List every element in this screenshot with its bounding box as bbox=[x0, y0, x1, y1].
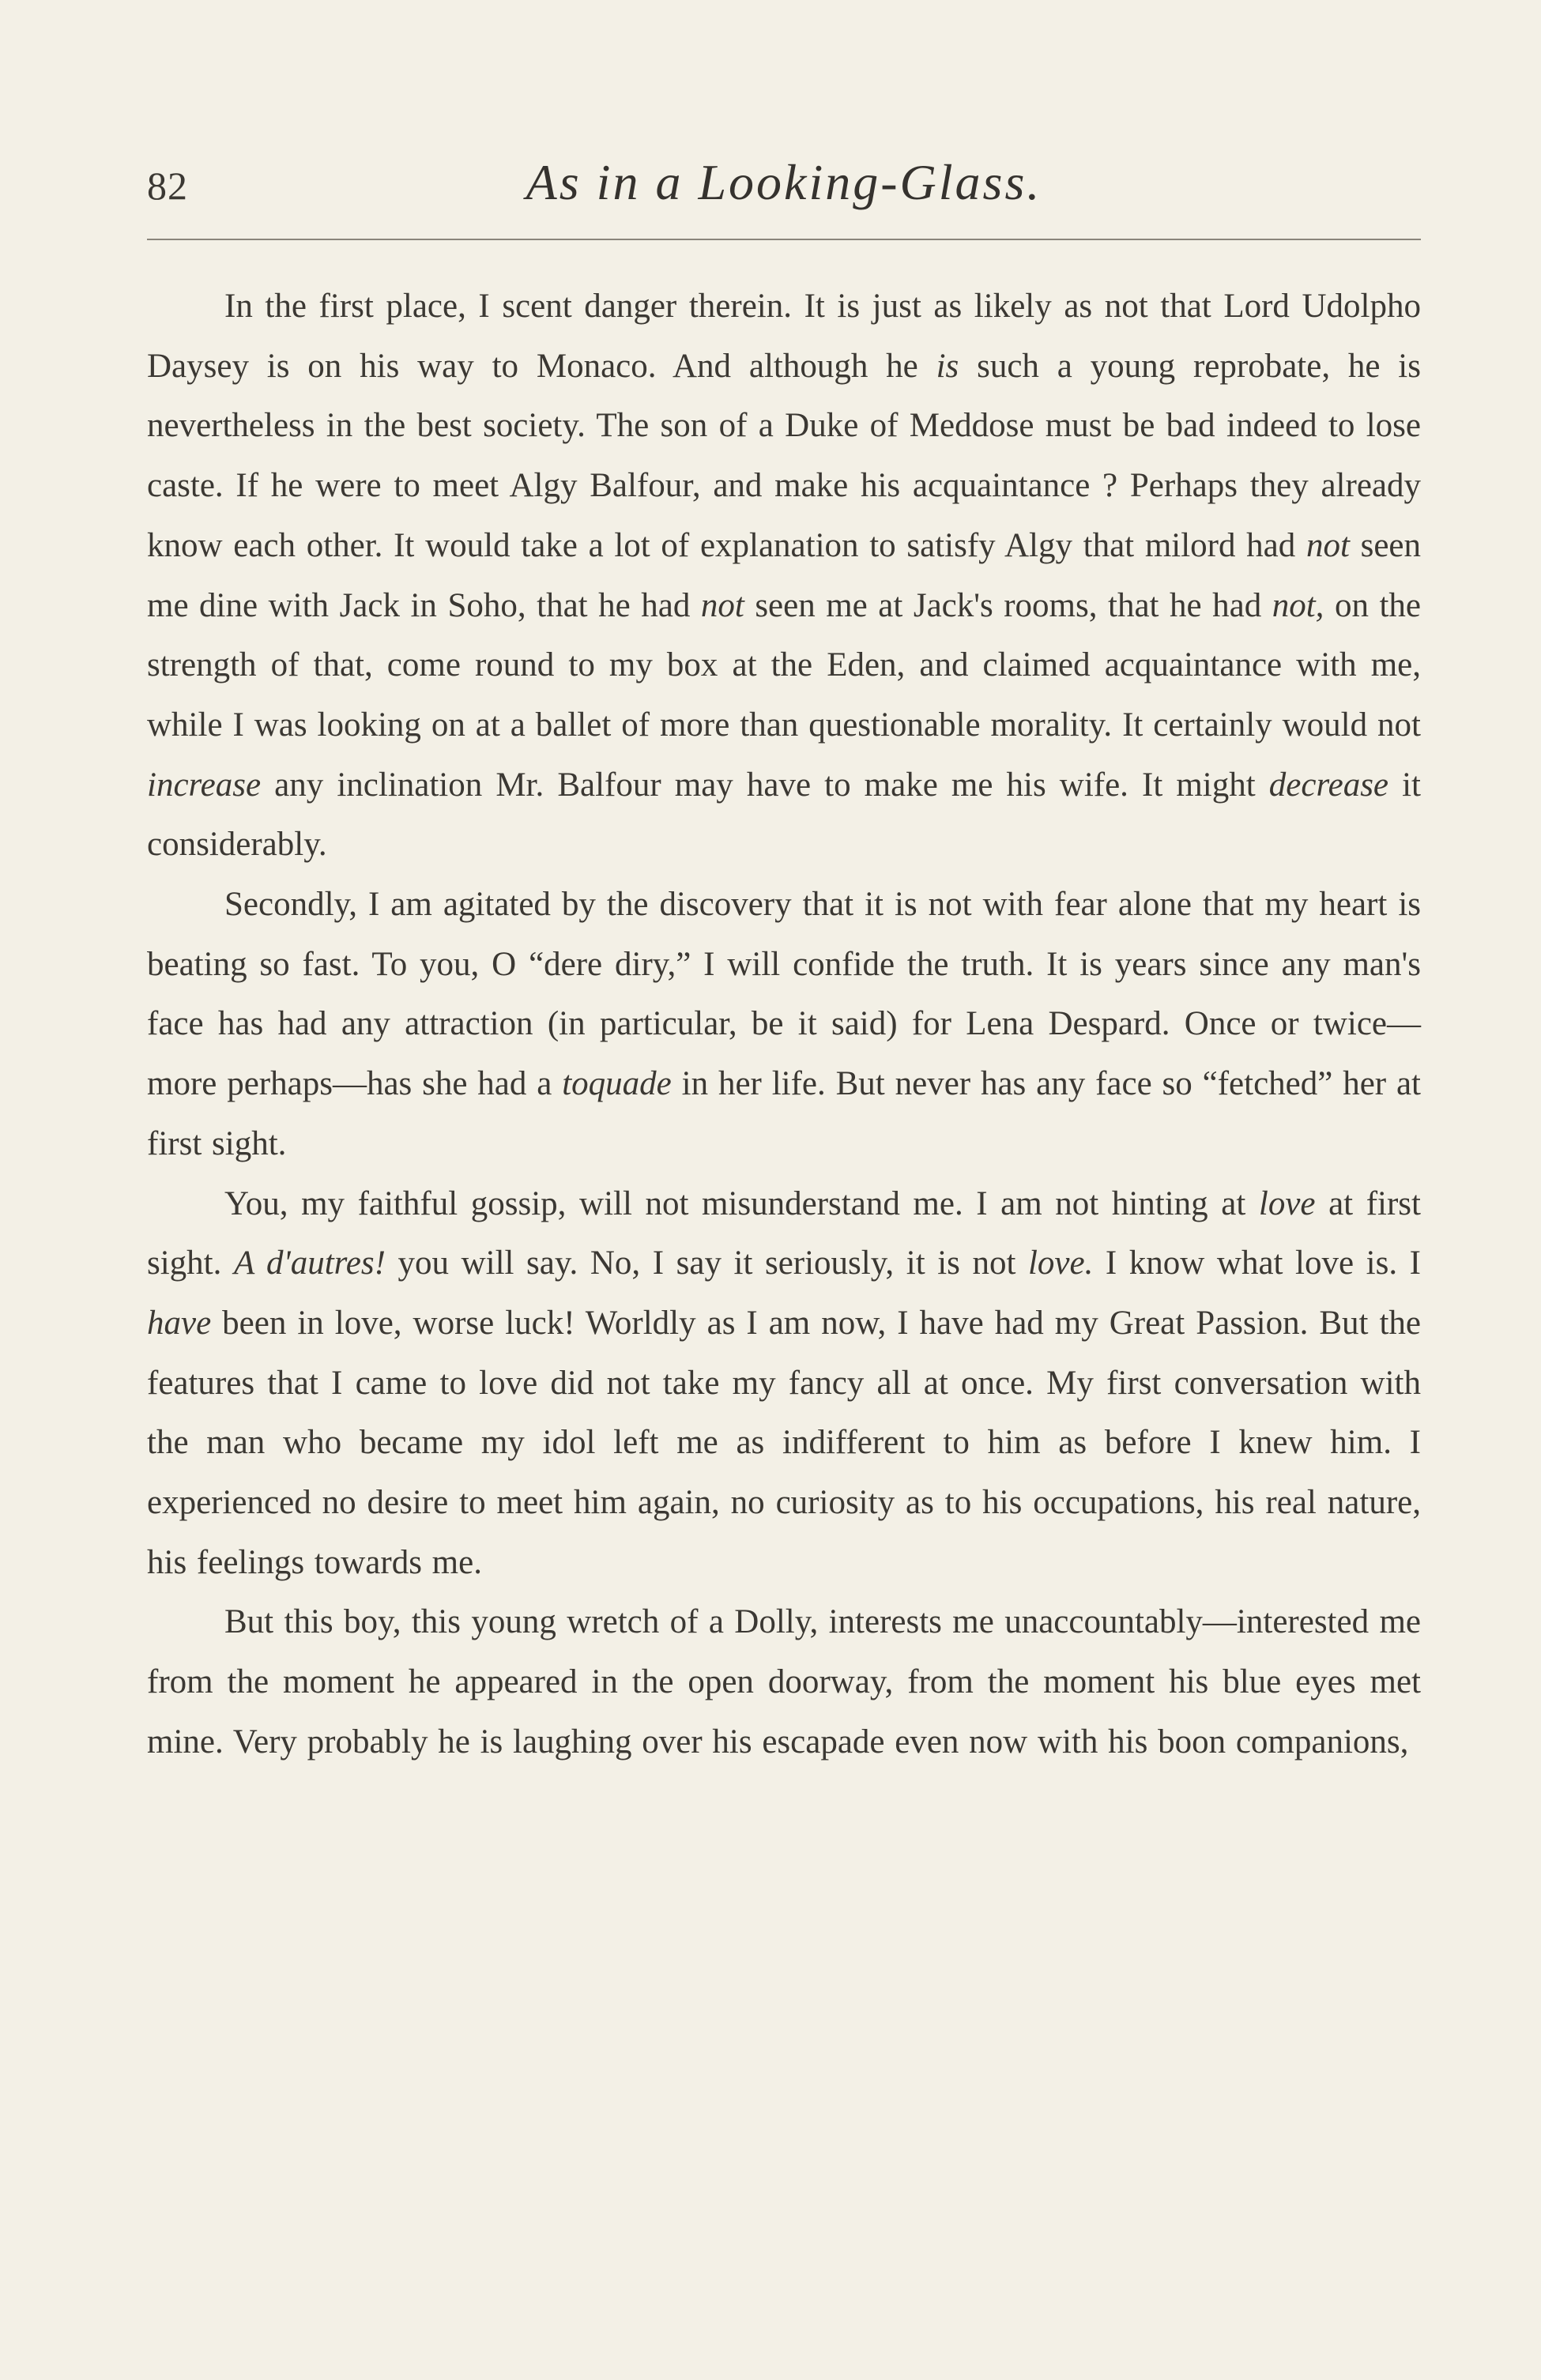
body-text bbox=[147, 277, 1421, 1772]
text-run: any inclination Mr. Balfour may have to make me his wife. It might bbox=[261, 766, 1269, 804]
paragraph bbox=[147, 277, 1421, 875]
text-run: seen me at Jack's rooms, that he had bbox=[744, 586, 1272, 624]
italic-text: not bbox=[1306, 526, 1350, 564]
text-run: But this boy, this young wretch of a Dolly, interests me unaccountably—interested me from the moment he appeared in the open doorway, from the moment his blue eyes met mine. Very probably he is laughing over his escapade even now with his boon companions, bbox=[147, 1603, 1421, 1761]
text-run: I know what love is. I bbox=[1093, 1245, 1421, 1282]
text-run: been in love, worse luck! Worldly as I am now, I have had my Great Passion. But the features that I came to love did not take my fancy all at once. My first conversation with the man who became my idol left me as indifferent to him as before I knew him. I experienced no desire to meet him again, no curiosity as to his occupations, his real nature, his feelings towards me. bbox=[147, 1304, 1421, 1581]
italic-text: not, bbox=[1272, 586, 1324, 624]
running-title: As in a Looking-Glass. bbox=[526, 154, 1042, 210]
italic-text: toquade bbox=[562, 1065, 672, 1103]
italic-text: have bbox=[147, 1304, 212, 1342]
text-run: at first sight. bbox=[147, 1184, 1421, 1282]
text-run: it considerably. bbox=[147, 766, 1421, 864]
header-rule bbox=[147, 239, 1421, 240]
italic-text: love. bbox=[1027, 1245, 1094, 1282]
text-run: such a young reprobate, he is nevertheless in the best society. The son of a Duke of Meddose must be bad indeed to lose caste. If he were to meet Algy Balfour, and make his acquaintance ? Perhaps they already know each other. It would take a lot of explanation to satisfy Algy that milord had bbox=[147, 347, 1421, 564]
text-run: on the strength of that, come round to my box at the Eden, and claimed acquaintance with me, while I was looking on at a ballet of more than questionable morality. It certainly would not bbox=[147, 586, 1421, 744]
text-run: In the first place, I scent danger therein. It is just as likely as not that Lord Udolpho Daysey is on his way to Monaco. And although he bbox=[147, 288, 1421, 385]
paragraph bbox=[147, 875, 1421, 1174]
italic-text: love bbox=[1258, 1184, 1316, 1222]
text-run: you will say. No, I say it seriously, it is not bbox=[385, 1245, 1028, 1282]
italic-text: not bbox=[700, 586, 744, 624]
text-run: Secondly, I am agitated by the discovery that it is not with fear alone that my heart is beating so fast. To you, O “dere diry,” I will confide the truth. It is years since any man's face has had any attraction (in particular, be it said) for Lena Despard. Once or twice—more perhaps—has she had a bbox=[147, 886, 1421, 1103]
italic-text: A d'autres! bbox=[233, 1245, 386, 1282]
paragraph bbox=[147, 1174, 1421, 1593]
text-run: seen me dine with Jack in Soho, that he had bbox=[147, 526, 1422, 624]
page-header bbox=[147, 147, 1421, 226]
italic-text: is bbox=[936, 347, 959, 385]
italic-text: decrease bbox=[1268, 766, 1389, 804]
page-number: 82 bbox=[147, 164, 188, 208]
text-run: You, my faithful gossip, will not misunderstand me. I am not hinting at bbox=[224, 1184, 1259, 1222]
text-run: in her life. But never has any face so “fetched” her at first sight. bbox=[147, 1065, 1421, 1162]
italic-text: increase bbox=[147, 766, 262, 804]
paragraph bbox=[147, 1592, 1421, 1772]
